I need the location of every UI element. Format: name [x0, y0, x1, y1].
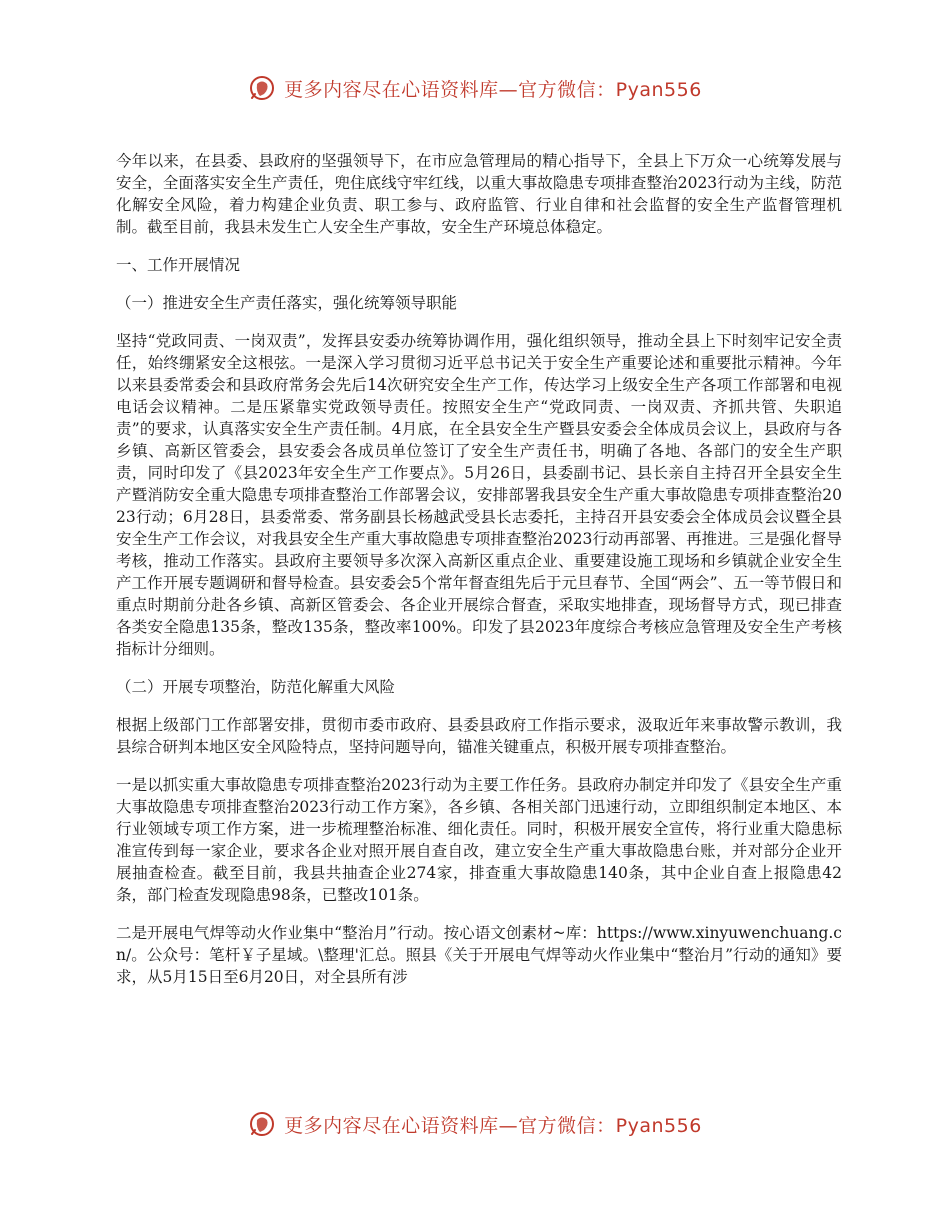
paragraph-welding-campaign: 二是开展电气焊等动火作业集中“整治月”行动。按心语文创素材~库：https://www.xinyuwenchuang.cn/。公众号：笔杆￥子星域。\整理'汇总。照县《关于开展电气焊等动火作业集中“整治月”行动的通知》要求，从5月15日至6月20日，对全县所有涉	[116, 924, 842, 986]
subsection-heading-1: （一）推进安全生产责任落实，强化统筹领导职能	[116, 294, 458, 312]
watermark-footer	[0, 1110, 950, 1138]
section-heading-1: 一、工作开展情况	[116, 256, 241, 274]
watermark-logo-icon	[248, 1110, 276, 1138]
paragraph-responsibility: 坚持“党政同责、一岗双责”，发挥县安委办统筹协调作用，强化组织领导，推动全县上下时刻牢记安全责任，始终绷紧安全这根弦。一是深入学习贯彻习近平总书记关于安全生产重要论述和重要批示精神。今年以来县委常委会和县政府常务会先后14次研究安全生产工作，传达学习上级安全生产各项工作部署和电视电话会议精神。二是压紧靠实党政领导责任。按照安全生产“党政同责、一岗双责、齐抓共管、失职追责”的要求，认真落实安全生产责任制。4月底，在全县安全生产暨县安委会全体成员会议上，县政府与各乡镇、高新区管委会，县安委会各成员单位签订了安全生产责任书，明确了各地、各部门的安全生产职责，同时印发了《县2023年安全生产工作要点》。5月26日，县委副书记、县长亲自主持召开全县安全生产暨消防安全重大隐患专项排查整治工作部署会议，安排部署我县安全生产重大事故隐患专项排查整治2023行动；6月28日，县委常委、常务副县长杨越武受县长志委托，主持召开县安委会全体成员会议暨全县安全生产工作会议，对我县安全生产重大事故隐患专项排查整治2023行动再部署、再推进。三是强化督导考核，推动工作落实。县政府主要领导多次深入高新区重点企业、重要建设施工现场和乡镇就企业安全生产工作开展专题调研和督导检查。县安委会5个常年督查组先后于元旦春节、全国“两会”、五一等节假日和重点时期前分赴各乡镇、高新区管委会、各企业开展综合督查，采取实地排查，现场督导方式，现已排查各类安全隐患135条，整改135条，整改率100%。印发了县2023年度综合考核应急管理及安全生产考核指标计分细则。	[116, 332, 842, 658]
watermark-text: 更多内容尽在心语资料库—官方微信：Pyan556	[284, 78, 702, 101]
paragraph-special-rectification: 根据上级部门工作部署安排，贯彻市委市政府、县委县政府工作指示要求，汲取近年来事故警示教训，我县综合研判本地区安全风险特点，坚持问题导向，锚准关键重点，积极开展专项排查整治。	[116, 716, 842, 756]
paragraph-hidden-danger-campaign: 一是以抓实重大事故隐患专项排查整治2023行动为主要工作任务。县政府办制定并印发了《县安全生产重大事故隐患专项排查整治2023行动工作方案》，各乡镇、各相关部门迅速行动，立即组织制定本地区、本行业领域专项工作方案，进一步梳理整治标准、细化责任。同时，积极开展安全宣传，将行业重大隐患标准宣传到每一家企业，要求各企业对照开展自查自改，建立安全生产重大事故隐患台账，并对部分企业开展抽查检查。截至目前，我县共抽查企业274家，排查重大事故隐患140条，其中企业自查上报隐患42条，部门检查发现隐患98条，已整改101条。	[116, 776, 842, 904]
document-body	[116, 150, 842, 1004]
watermark-logo-icon	[248, 74, 276, 102]
subsection-heading-2: （二）开展专项整治，防范化解重大风险	[116, 678, 396, 696]
watermark-header	[0, 74, 950, 102]
watermark-text: 更多内容尽在心语资料库—官方微信：Pyan556	[284, 1114, 702, 1137]
intro-paragraph: 今年以来，在县委、县政府的坚强领导下，在市应急管理局的精心指导下，全县上下万众一心统筹发展与安全，全面落实安全生产责任，兜住底线守牢红线，以重大事故隐患专项排查整治2023行动为主线，防范化解安全风险，着力构建企业负责、职工参与、政府监管、行业自律和社会监督的安全生产监督管理机制。截至目前，我县未发生亡人安全生产事故，安全生产环境总体稳定。	[116, 152, 842, 236]
